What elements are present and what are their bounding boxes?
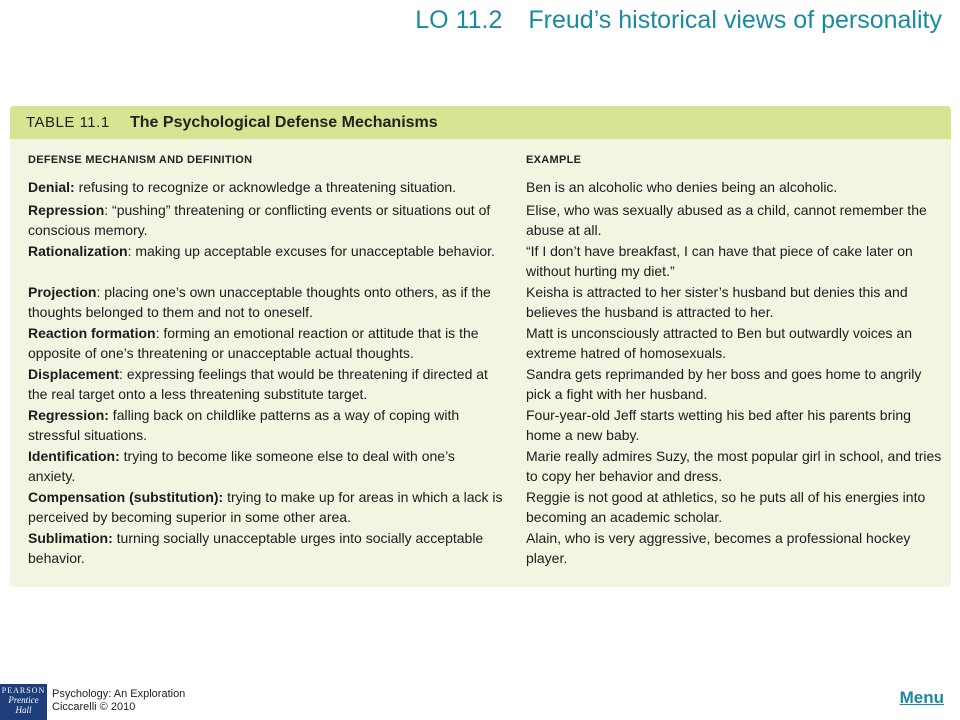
mechanism-definition: : expressing feelings that would be threatening if directed at the real target onto a less threatening substitute target. (28, 366, 488, 402)
table-row (28, 405, 943, 446)
definition-cell (28, 405, 506, 445)
table-header (10, 106, 951, 139)
mechanism-term: Denial: (28, 179, 75, 195)
mechanism-definition: : making up acceptable excuses for unacceptable behavior. (127, 243, 495, 259)
table-row (28, 323, 943, 364)
table-number: TABLE 11.1 (26, 114, 110, 131)
example-cell: Sandra gets reprimanded by her boss and goes home to angrily pick a fight with her husband. (526, 366, 922, 402)
learning-objective-title: Freud’s historical views of personality (528, 6, 942, 34)
table-title: The Psychological Defense Mechanisms (130, 113, 438, 131)
definition-cell (28, 241, 506, 261)
table-row (28, 200, 943, 241)
mechanism-term: Projection (28, 284, 97, 300)
table-row (28, 241, 943, 282)
mechanism-definition: : placing one’s own unacceptable thoughts onto others, as if the thoughts belonged to them and not to oneself. (28, 284, 491, 320)
definition-cell (28, 282, 506, 322)
table-row (28, 282, 943, 323)
definition-cell (28, 528, 506, 568)
definition-cell (28, 200, 506, 240)
table-row (28, 177, 943, 200)
footer-citation (52, 688, 185, 714)
mechanism-definition: falling back on childlike patterns as a way of coping with stressful situations. (28, 407, 460, 443)
mechanism-definition: : forming an emotional reaction or attitude that is the opposite of one’s threatening or unacceptable actual thoughts. (28, 325, 479, 361)
mechanism-term: Rationalization (28, 243, 128, 259)
table-row (28, 446, 943, 487)
mechanism-definition: : “pushing” threatening or conflicting events or situations out of conscious memory. (28, 202, 491, 238)
example-cell: Matt is unconsciously attracted to Ben but outwardly voices an extreme hatred of homosexuals. (526, 325, 912, 361)
table-row (28, 364, 943, 405)
mechanism-definition: trying to become like someone else to deal with one’s anxiety. (28, 448, 455, 484)
learning-objective-number: LO 11.2 (415, 6, 503, 34)
definition-cell (28, 487, 506, 527)
author-copyright: Ciccarelli © 2010 (52, 701, 136, 713)
column-header-example: EXAMPLE (526, 154, 582, 166)
mechanism-term: Reaction formation (28, 325, 156, 341)
mechanism-definition: refusing to recognize or acknowledge a threatening situation. (74, 179, 457, 195)
mechanism-term: Regression: (28, 407, 109, 423)
slide-title (415, 6, 942, 35)
definition-cell (28, 446, 506, 486)
mechanism-definition: trying to make up for areas in which a lack is perceived by becoming superior in some other area. (28, 489, 503, 525)
defense-mechanisms-table (10, 106, 951, 587)
table-row (28, 487, 943, 528)
mechanism-term: Repression (28, 202, 105, 218)
column-header-definition: DEFENSE MECHANISM AND DEFINITION (28, 154, 253, 166)
example-cell: Elise, who was sexually abused as a child, cannot remember the abuse at all. (526, 202, 927, 238)
definition-cell (28, 323, 506, 363)
mechanism-term: Identification: (28, 448, 120, 464)
table-row (28, 528, 943, 569)
example-cell: Marie really admires Suzy, the most popular girl in school, and tries to copy her behavior and dress. (526, 448, 942, 484)
example-cell: “If I don’t have breakfast, I can have that piece of cake later on without hurting my diet.” (526, 243, 913, 279)
mechanism-definition: turning socially unacceptable urges into socially acceptable behavior. (28, 530, 484, 566)
definition-cell (28, 177, 506, 197)
menu-link[interactable]: Menu (899, 688, 944, 707)
mechanism-term: Displacement (28, 366, 120, 382)
mechanism-term: Sublimation: (28, 530, 113, 546)
example-cell: Keisha is attracted to her sister’s husband but denies this and believes the husband is attracted to her. (526, 284, 908, 320)
example-cell: Four-year-old Jeff starts wetting his bed after his parents bring home a new baby. (526, 407, 911, 443)
example-cell: Ben is an alcoholic who denies being an alcoholic. (526, 179, 838, 195)
table-body (28, 177, 943, 569)
mechanism-term: Compensation (substitution): (28, 489, 224, 505)
pearson-prentice-hall-logo: PEARSON Prentice Hall (0, 684, 47, 720)
book-title: Psychology: An Exploration (52, 688, 186, 700)
definition-cell (28, 364, 506, 404)
example-cell: Alain, who is very aggressive, becomes a professional hockey player. (526, 530, 911, 566)
example-cell: Reggie is not good at athletics, so he puts all of his energies into becoming an academic scholar. (526, 489, 926, 525)
column-headers (28, 154, 941, 170)
